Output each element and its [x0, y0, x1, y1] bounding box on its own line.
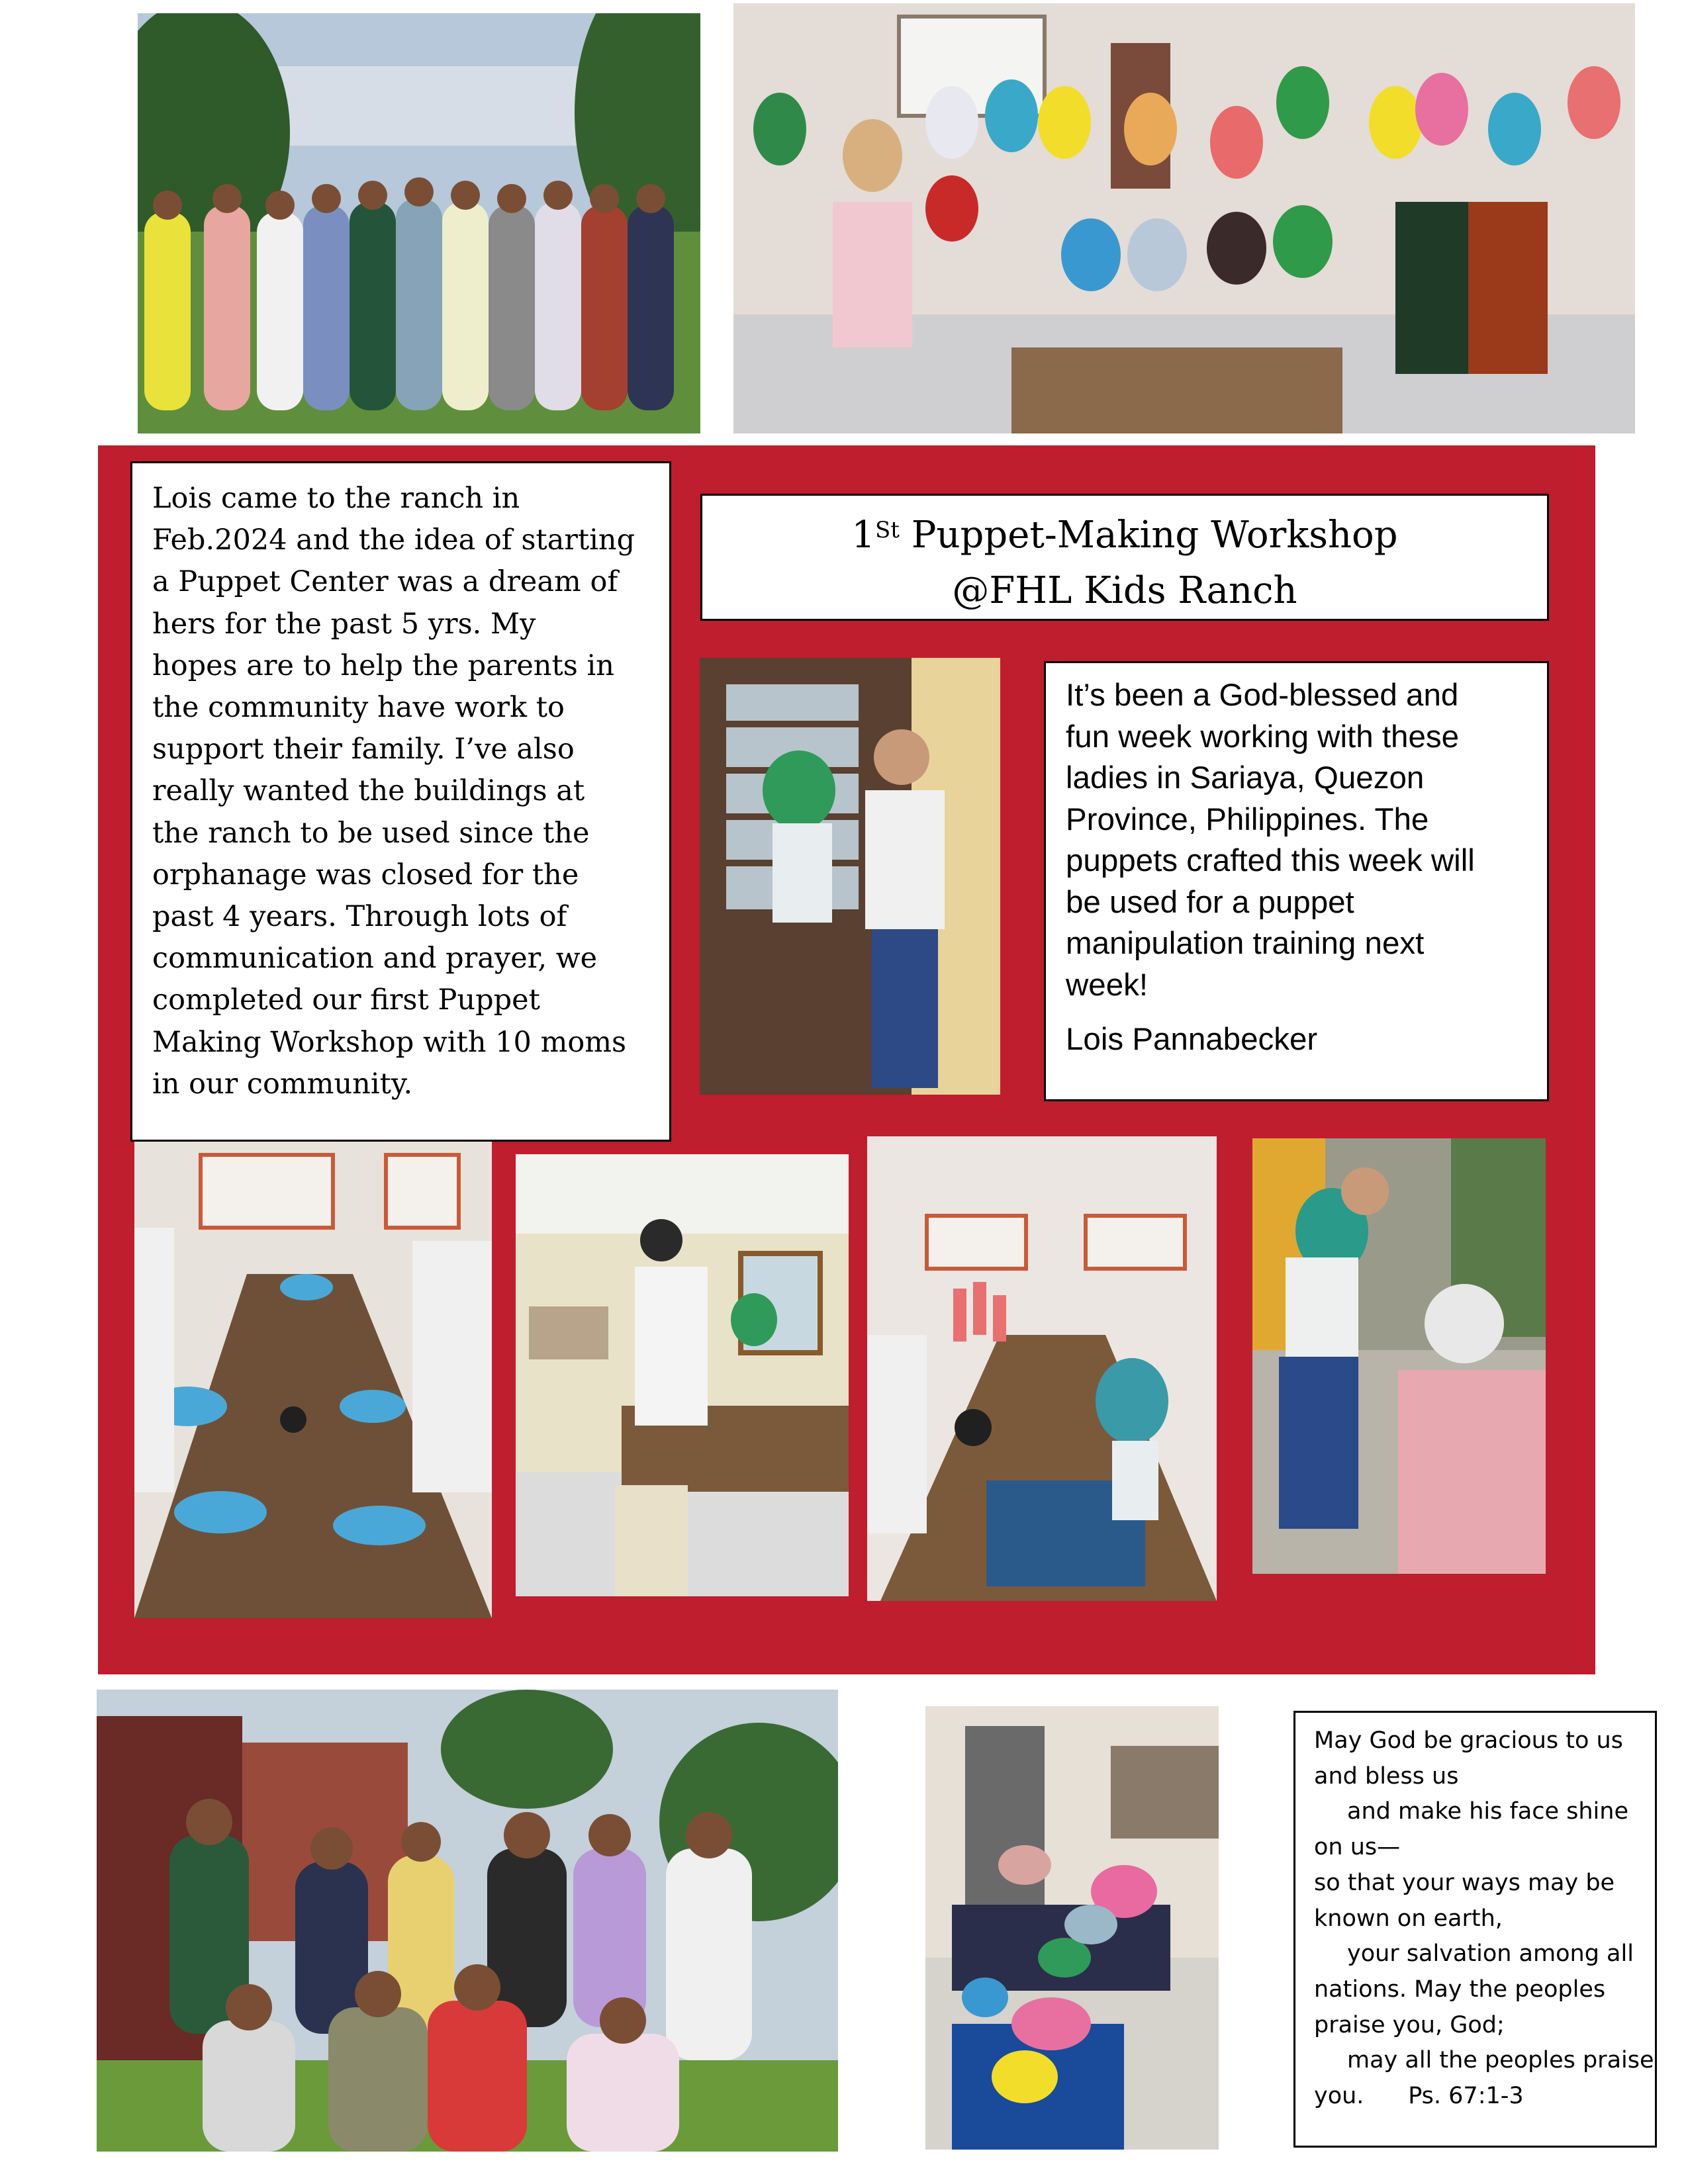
quote-line: fun week working with these: [1066, 719, 1460, 754]
photo-lois-and-elder: [1252, 1138, 1546, 1574]
photo-group-outdoor: [138, 13, 700, 433]
title-line-2: @FHL Kids Ranch: [952, 569, 1297, 612]
quote-textbox: [1044, 661, 1549, 1101]
story-line: hers for the past 5 yrs. My: [152, 607, 536, 641]
story-line: completed our first Puppet: [152, 983, 540, 1017]
psalm-line: may all the peoples praise: [1347, 2047, 1654, 2074]
psalm-line: and bless us: [1314, 1762, 1459, 1790]
story-line: a Puppet Center was a dream of: [152, 565, 618, 599]
story-line: orphanage was closed for the: [152, 858, 579, 891]
psalm-line: you. Ps. 67:1-3: [1314, 2083, 1524, 2110]
workshop-title-box: [700, 494, 1549, 621]
photo-group-ranch: [97, 1690, 838, 2152]
psalm-line: nations. May the peoples: [1314, 1976, 1606, 2003]
story-line: Feb.2024 and the idea of starting: [152, 523, 635, 557]
quote-line: manipulation training next: [1066, 926, 1425, 961]
title-line-1-text: Puppet-Making Workshop: [899, 514, 1398, 557]
photo-workshop-table-3: [867, 1136, 1217, 1601]
psalm-line: praise you, God;: [1314, 2011, 1505, 2038]
photo-workshop-table-1: [134, 1142, 492, 1618]
quote-line: Province, Philippines. The: [1066, 801, 1429, 837]
quote-line: week!: [1066, 967, 1149, 1003]
photo-puppets-pile: [925, 1706, 1219, 2150]
story-line: communication and prayer, we: [152, 942, 598, 976]
psalm-line: on us—: [1314, 1834, 1401, 1861]
psalm-verse-box: [1293, 1711, 1657, 2148]
title-line-1: [702, 508, 1547, 563]
story-line: past 4 years. Through lots of: [152, 900, 567, 934]
story-line: Making Workshop with 10 moms: [152, 1025, 627, 1059]
story-line: Lois came to the ranch in: [152, 482, 520, 515]
psalm-line: known on earth,: [1314, 1905, 1503, 1932]
psalm-line: your salvation among all: [1347, 1940, 1634, 1968]
story-line: in our community.: [152, 1067, 413, 1101]
story-line: hopes are to help the parents in: [152, 649, 614, 682]
photo-lois-with-puppet: [700, 658, 1000, 1095]
psalm-line: so that your ways may be: [1314, 1869, 1615, 1896]
quote-line: It’s been a God-blessed and: [1066, 678, 1459, 713]
title-ordinal-suffix: St: [875, 517, 900, 543]
photo-group-puppets: [733, 3, 1635, 433]
photo-workshop-table-2: [516, 1154, 849, 1596]
story-textbox: [130, 461, 671, 1142]
psalm-line: May God be gracious to us: [1314, 1727, 1623, 1754]
psalm-line: and make his face shine: [1347, 1798, 1628, 1825]
story-line: support their family. I’ve also: [152, 733, 575, 766]
quote-line: puppets crafted this week will: [1066, 843, 1475, 878]
quote-signature: Lois Pannabecker: [1066, 1022, 1318, 1057]
story-line: the ranch to be used since the: [152, 816, 590, 850]
story-line: the community have work to: [152, 691, 565, 725]
title-ordinal-number: 1: [851, 514, 876, 557]
quote-line: ladies in Sariaya, Quezon: [1066, 760, 1425, 796]
quote-line: be used for a puppet: [1066, 884, 1354, 920]
story-line: really wanted the buildings at: [152, 774, 585, 808]
